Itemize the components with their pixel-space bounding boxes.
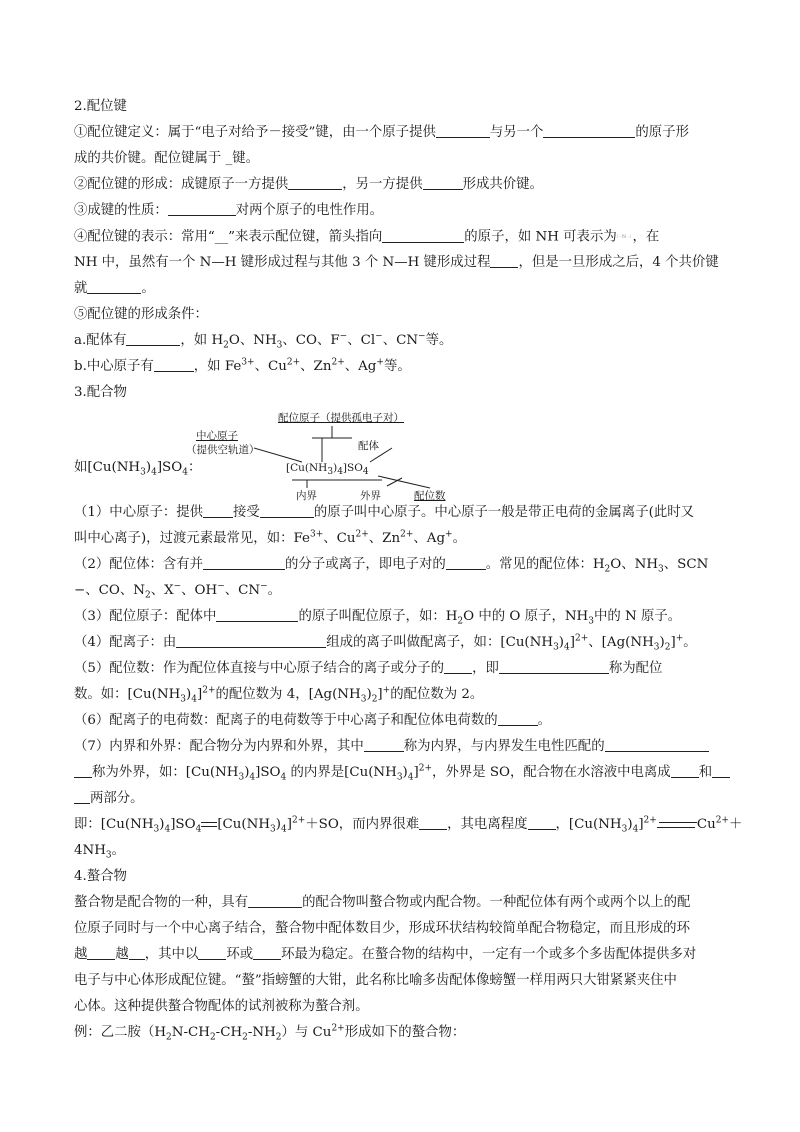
subscript: 3 — [238, 772, 245, 783]
paragraph — [74, 502, 734, 528]
text: 越 — [74, 947, 88, 962]
subscript: 3 — [360, 694, 367, 705]
paragraph — [74, 658, 734, 684]
text: 。 — [111, 843, 126, 858]
text: ，如 H — [180, 333, 224, 348]
text: ，在 — [632, 229, 660, 245]
paragraph — [74, 174, 734, 200]
text: ，[Cu(NH — [555, 817, 622, 832]
paragraph — [74, 710, 734, 736]
text: -NH — [247, 1025, 276, 1040]
text: ) — [402, 765, 408, 780]
text: ①配位键定义：属于“电子对给予－接受”键，由一个原子提供 — [74, 125, 436, 140]
section-4-title: 4.螯合物 — [74, 869, 127, 884]
answer-blank[interactable] — [490, 253, 518, 268]
label-central-atom-note: （提供空轨道） — [186, 444, 260, 456]
superscript: + — [382, 685, 391, 696]
text: ，其电离程度 — [447, 817, 528, 832]
text: 。 — [141, 281, 155, 296]
text: 越 — [115, 947, 129, 962]
text: ] — [286, 817, 292, 832]
subscript: 3 — [396, 772, 403, 783]
subscript: 4 — [280, 772, 287, 783]
answer-blank[interactable] — [176, 633, 326, 648]
answer-blank[interactable] — [87, 945, 115, 960]
text: 。 — [452, 531, 466, 546]
subscript: 3 — [140, 467, 146, 478]
subscript: 2 — [209, 1032, 216, 1043]
text: ) — [366, 687, 372, 702]
label-ligand: 配体 — [358, 440, 379, 452]
text: 。 — [683, 635, 697, 650]
superscript: 2+ — [575, 633, 589, 644]
text: 、Zn — [368, 531, 401, 546]
paragraph: 电子与中心体形成配位键。“螯”指螃蟹的大钳，此名称比喻多齿配体像螃蟹一样用两只大钳紧紧夹住中 — [74, 973, 677, 988]
paragraph — [74, 122, 734, 148]
paragraph: 成的共价键。配位键属于 _键。 — [74, 151, 260, 166]
text: ] — [569, 635, 575, 650]
text: ) — [275, 817, 282, 832]
subscript: 3 — [621, 824, 628, 835]
text: ＋SO，而内界很难 — [305, 817, 420, 832]
superscript: 2+ — [286, 357, 301, 368]
subscript: 4 — [164, 824, 171, 835]
text: 等。 — [425, 333, 453, 348]
text: 的原子，如 NH 可表示为 — [464, 229, 617, 245]
text: 形成如下的螯合物： — [344, 1025, 466, 1040]
paragraph — [74, 200, 734, 226]
text: （4）配离子：由 — [74, 635, 177, 650]
text: 。常见的配位体：H — [485, 557, 605, 572]
paragraph — [74, 330, 734, 356]
subscript: 3 — [553, 642, 559, 653]
text: 形成共价键。 — [462, 177, 543, 192]
paragraph — [74, 788, 734, 814]
superscript: − — [339, 331, 348, 342]
superscript: + — [445, 529, 453, 540]
text: （6）配离子的电荷数：配离子的电荷数等于中心离子和配位体电荷数的 — [74, 713, 498, 728]
text: ] — [196, 687, 203, 702]
text: ) — [558, 635, 565, 650]
text: 环最为稳定。在螯合物的结构中，一定有一个或多个多齿配体提供多对 — [281, 947, 697, 962]
text: 即：[Cu(NH — [74, 817, 154, 832]
text: 叫中心离子)，过渡元素最常见，如：Fe — [74, 531, 310, 546]
text: 的配合物叫螯合物或内配合物。一种配位体有两个或两个以上的配 — [302, 895, 691, 910]
text: 、Ag — [413, 531, 446, 546]
answer-blank[interactable] — [253, 945, 281, 960]
answer-blank[interactable] — [198, 945, 226, 960]
text: 就 — [74, 281, 88, 296]
text: ]SO — [255, 765, 281, 780]
subscript: 4 — [195, 824, 202, 835]
text: O 中的 O 原子，NH — [463, 609, 589, 624]
answer-blank[interactable] — [74, 763, 92, 778]
text: 两部分。 — [90, 791, 144, 806]
text: 的原子形 — [635, 125, 689, 140]
subscript: 3 — [588, 616, 594, 627]
answer-blank[interactable] — [260, 503, 314, 518]
text: 、X — [150, 583, 174, 598]
superscript: 2+ — [355, 529, 369, 540]
text: 称为配位 — [608, 661, 663, 676]
paragraph — [74, 762, 734, 788]
text: 的配位数为 2。 — [390, 687, 484, 702]
paragraph — [74, 278, 734, 304]
paragraph — [74, 528, 734, 554]
superscript: − — [418, 331, 426, 342]
answer-blank[interactable] — [419, 815, 447, 830]
subscript: 3 — [180, 694, 187, 705]
text: 如[Cu(NH — [74, 460, 141, 475]
subscript: 2 — [457, 616, 464, 627]
text: ，外界是 SO，配合物在水溶液中电离成 — [432, 765, 671, 780]
text: 环或 — [226, 947, 254, 962]
text: 的内界是[Cu(NH — [286, 765, 397, 780]
superscript: 2+ — [291, 815, 306, 826]
answer-blank[interactable] — [543, 123, 635, 138]
text: 称为外界，如：[Cu(NH — [92, 765, 239, 780]
diagram-formula — [286, 462, 369, 478]
reversible-arrow-icon — [657, 819, 697, 831]
label-central-atom: 中心原子 — [196, 430, 238, 442]
text: 、Cu — [254, 359, 287, 374]
subscript: 3 — [270, 824, 276, 835]
paragraph: 心体。这种提供螯合物配体的试剂被称为螯合剂。 — [74, 999, 369, 1014]
paragraph — [74, 736, 734, 762]
superscript: 2+ — [643, 815, 657, 826]
text: 。 — [537, 713, 552, 728]
text: ) — [659, 635, 665, 650]
text: NH 中，虽然有一个 N—H 键形成过程与其他 3 个 N—H 键形成过程 — [74, 255, 491, 270]
superscript: 3+ — [309, 529, 324, 540]
subscript: 4 — [564, 642, 570, 653]
paragraph — [74, 554, 734, 580]
text: ]SO — [156, 460, 183, 475]
text: ]SO — [170, 817, 196, 832]
text: 、CN — [382, 333, 419, 348]
text: 的分子或离子，即电子对的 — [285, 557, 446, 572]
text: [Cu(NH — [286, 462, 328, 474]
superscript: − — [173, 581, 182, 592]
answer-blank[interactable] — [528, 815, 556, 830]
subscript: 3 — [276, 340, 283, 351]
answer-blank[interactable] — [129, 945, 145, 960]
text: ) — [627, 817, 633, 832]
subscript: 2 — [604, 564, 611, 575]
superscript: − — [260, 581, 268, 592]
text: ) — [145, 460, 152, 475]
ammonium-structure-image: ⁝·N·⁝ — [616, 234, 633, 240]
paragraph — [74, 606, 734, 632]
subscript: 4 — [191, 694, 197, 705]
text: 和 — [698, 765, 713, 780]
answer-blank[interactable] — [423, 175, 463, 190]
label-inner-sphere: 内界 — [296, 490, 317, 502]
text: O、NH — [610, 557, 659, 572]
text: [Cu(NH — [217, 817, 271, 832]
text: 、[Ag(NH — [588, 635, 654, 650]
text: 称为内界，与内界发生电性匹配的 — [403, 739, 605, 754]
superscript: + — [376, 357, 384, 368]
document-page — [74, 96, 743, 1048]
answer-blank[interactable] — [154, 357, 194, 372]
text: ③成键的性质： — [74, 203, 168, 218]
subscript: 3 — [653, 642, 660, 653]
text: 与另一个 — [489, 125, 544, 140]
paragraph: ⑤配位键的形成条件： — [74, 307, 208, 322]
text: ]SO — [342, 462, 363, 474]
answer-blank[interactable] — [248, 893, 302, 908]
text: −、CO、N — [74, 583, 145, 598]
superscript: 2+ — [418, 763, 433, 774]
section-3-title: 3.配合物 — [74, 385, 127, 400]
text: ②配位键的形成：成键原子一方提供 — [74, 177, 289, 192]
text: ) — [186, 687, 192, 702]
text: ] — [413, 765, 419, 780]
text: 、Zn — [300, 359, 332, 374]
text: ) — [333, 462, 338, 474]
text: 等。 — [383, 359, 411, 374]
text: 、SCN — [663, 557, 709, 572]
text: ，如 Fe — [193, 359, 242, 374]
label-ligand-atom: 配位原子（提供孤电子对） — [278, 412, 404, 424]
label-coordination-number: 配位数 — [414, 490, 446, 502]
answer-blank[interactable] — [444, 659, 472, 674]
text: ＋ — [728, 817, 743, 832]
paragraph — [74, 580, 734, 606]
text: 、CN — [224, 583, 261, 598]
subscript: 4 — [182, 467, 188, 478]
text: 组成的离子叫做配离子，如：[Cu(NH — [326, 635, 554, 650]
paragraph — [74, 892, 734, 918]
complex-structure-diagram — [182, 408, 502, 502]
paragraph: 位原子同时与一个中心离子结合，螯合物中配体数目少，形成环状结构较简单配合物稳定，而且形成的环 — [74, 921, 690, 936]
section-2-title: 2.配位键 — [74, 99, 127, 114]
complex-diagram-row — [74, 408, 734, 502]
text: 接受 — [233, 505, 260, 520]
text: 、Cu — [323, 531, 356, 546]
paragraph — [74, 226, 734, 252]
answer-blank[interactable] — [216, 607, 298, 622]
text: ] — [638, 817, 644, 832]
answer-blank[interactable] — [203, 503, 233, 518]
text: 4NH — [74, 843, 106, 858]
text: ，另一方提供 — [342, 177, 423, 192]
subscript: 2 — [223, 340, 229, 351]
text: ，即 — [472, 661, 499, 676]
text: ) — [244, 765, 250, 780]
answer-blank[interactable] — [203, 555, 285, 570]
subscript: 4 — [362, 467, 369, 478]
subscript: 4 — [407, 772, 414, 783]
example-label: 如$[Cu(NH_3)_4]SO_4$： — [74, 460, 202, 478]
subscript: 3 — [327, 467, 334, 478]
answer-blank[interactable] — [168, 201, 236, 216]
subscript: 4 — [632, 824, 639, 835]
superscript: 2+ — [202, 685, 216, 696]
subscript: 2 — [144, 590, 151, 601]
subscript: 3 — [105, 850, 112, 861]
answer-blank[interactable] — [436, 123, 490, 138]
answer-blank[interactable] — [87, 279, 141, 294]
answer-blank[interactable] — [671, 763, 699, 778]
text: （3）配位原子：配体中 — [74, 609, 217, 624]
answer-blank[interactable] — [499, 659, 609, 674]
text: ) — [159, 817, 165, 832]
text: b.中心原子有 — [74, 359, 154, 374]
text: a.配体有 — [74, 333, 127, 348]
superscript: − — [375, 331, 383, 342]
text: 、Ag — [344, 359, 377, 374]
subscript: 3 — [153, 824, 160, 835]
superscript: + — [675, 633, 684, 644]
text: 中的 N 原子。 — [593, 609, 682, 624]
answer-blank[interactable] — [382, 228, 464, 243]
answer-blank[interactable] — [446, 555, 486, 570]
text: ] — [377, 687, 383, 702]
equals-arrow-icon — [201, 820, 217, 830]
text: （2）配位体：含有并 — [74, 557, 204, 572]
text: 的配位数为 4，[Ag(NH — [215, 687, 361, 702]
text: ④配位键的表示：常用“__”来表示配位键，箭头指向 — [74, 229, 383, 245]
text: （1）中心原子：提供 — [74, 505, 204, 520]
paragraph — [74, 1022, 734, 1048]
superscript: 2+ — [400, 529, 414, 540]
text: 的原子叫配位原子，如：H — [298, 609, 458, 624]
answer-blank[interactable] — [498, 711, 538, 726]
equation-line — [74, 840, 734, 866]
text: ，但是一旦形成之后，4 个共价键 — [518, 255, 719, 270]
answer-blank[interactable] — [364, 737, 404, 752]
subscript: 4 — [281, 824, 287, 835]
paragraph — [74, 632, 734, 658]
text: 。 — [267, 583, 282, 598]
superscript: 2+ — [331, 357, 345, 368]
text: ）与 Cu — [281, 1025, 332, 1040]
subscript: 4 — [337, 467, 343, 478]
text: -CH — [215, 1025, 243, 1040]
text: 、CO、F — [282, 333, 340, 348]
text: 、Cl — [347, 333, 376, 348]
subscript: 2 — [275, 1032, 282, 1043]
label-outer-sphere: 外界 — [360, 490, 381, 502]
subscript: 2 — [166, 1032, 172, 1043]
answer-blank[interactable] — [605, 737, 709, 752]
answer-blank[interactable] — [126, 331, 180, 346]
paragraph — [74, 252, 734, 278]
paragraph — [74, 684, 734, 710]
subscript: 3 — [658, 564, 664, 575]
answer-blank[interactable] — [288, 175, 342, 190]
answer-blank[interactable] — [74, 789, 90, 804]
text: ] — [670, 635, 676, 650]
text: （5）配位数：作为配位体直接与中心原子结合的离子或分子的 — [74, 661, 445, 676]
subscript: 2 — [371, 694, 378, 705]
text: O、NH — [228, 333, 277, 348]
subscript: 4 — [249, 772, 256, 783]
subscript: 4 — [151, 467, 157, 478]
paragraph — [74, 944, 734, 970]
text: Cu — [696, 817, 716, 832]
text: 、OH — [181, 583, 218, 598]
paragraph — [74, 356, 734, 382]
superscript: − — [217, 581, 225, 592]
superscript: 2+ — [331, 1023, 345, 1034]
text: 数。如：[Cu(NH — [74, 687, 181, 702]
text: 例：乙二胺（H — [74, 1025, 167, 1040]
superscript: 2+ — [715, 815, 729, 826]
text: 对两个原子的电性作用。 — [235, 203, 384, 218]
answer-blank[interactable] — [712, 763, 730, 778]
subscript: 2 — [242, 1032, 248, 1043]
superscript: 3+ — [241, 357, 255, 368]
text: （7）内界和外界：配合物分为内界和外界，其中 — [74, 739, 364, 754]
equation-line — [74, 814, 743, 840]
text: 螯合物是配合物的一种，具有 — [74, 895, 249, 910]
subscript: 2 — [664, 642, 671, 653]
text: N-CH — [171, 1025, 210, 1040]
text: 的原子叫中心原子。中心原子一般是带正电荷的金属离子(此时又 — [313, 505, 694, 520]
text: ，其中以 — [144, 947, 199, 962]
